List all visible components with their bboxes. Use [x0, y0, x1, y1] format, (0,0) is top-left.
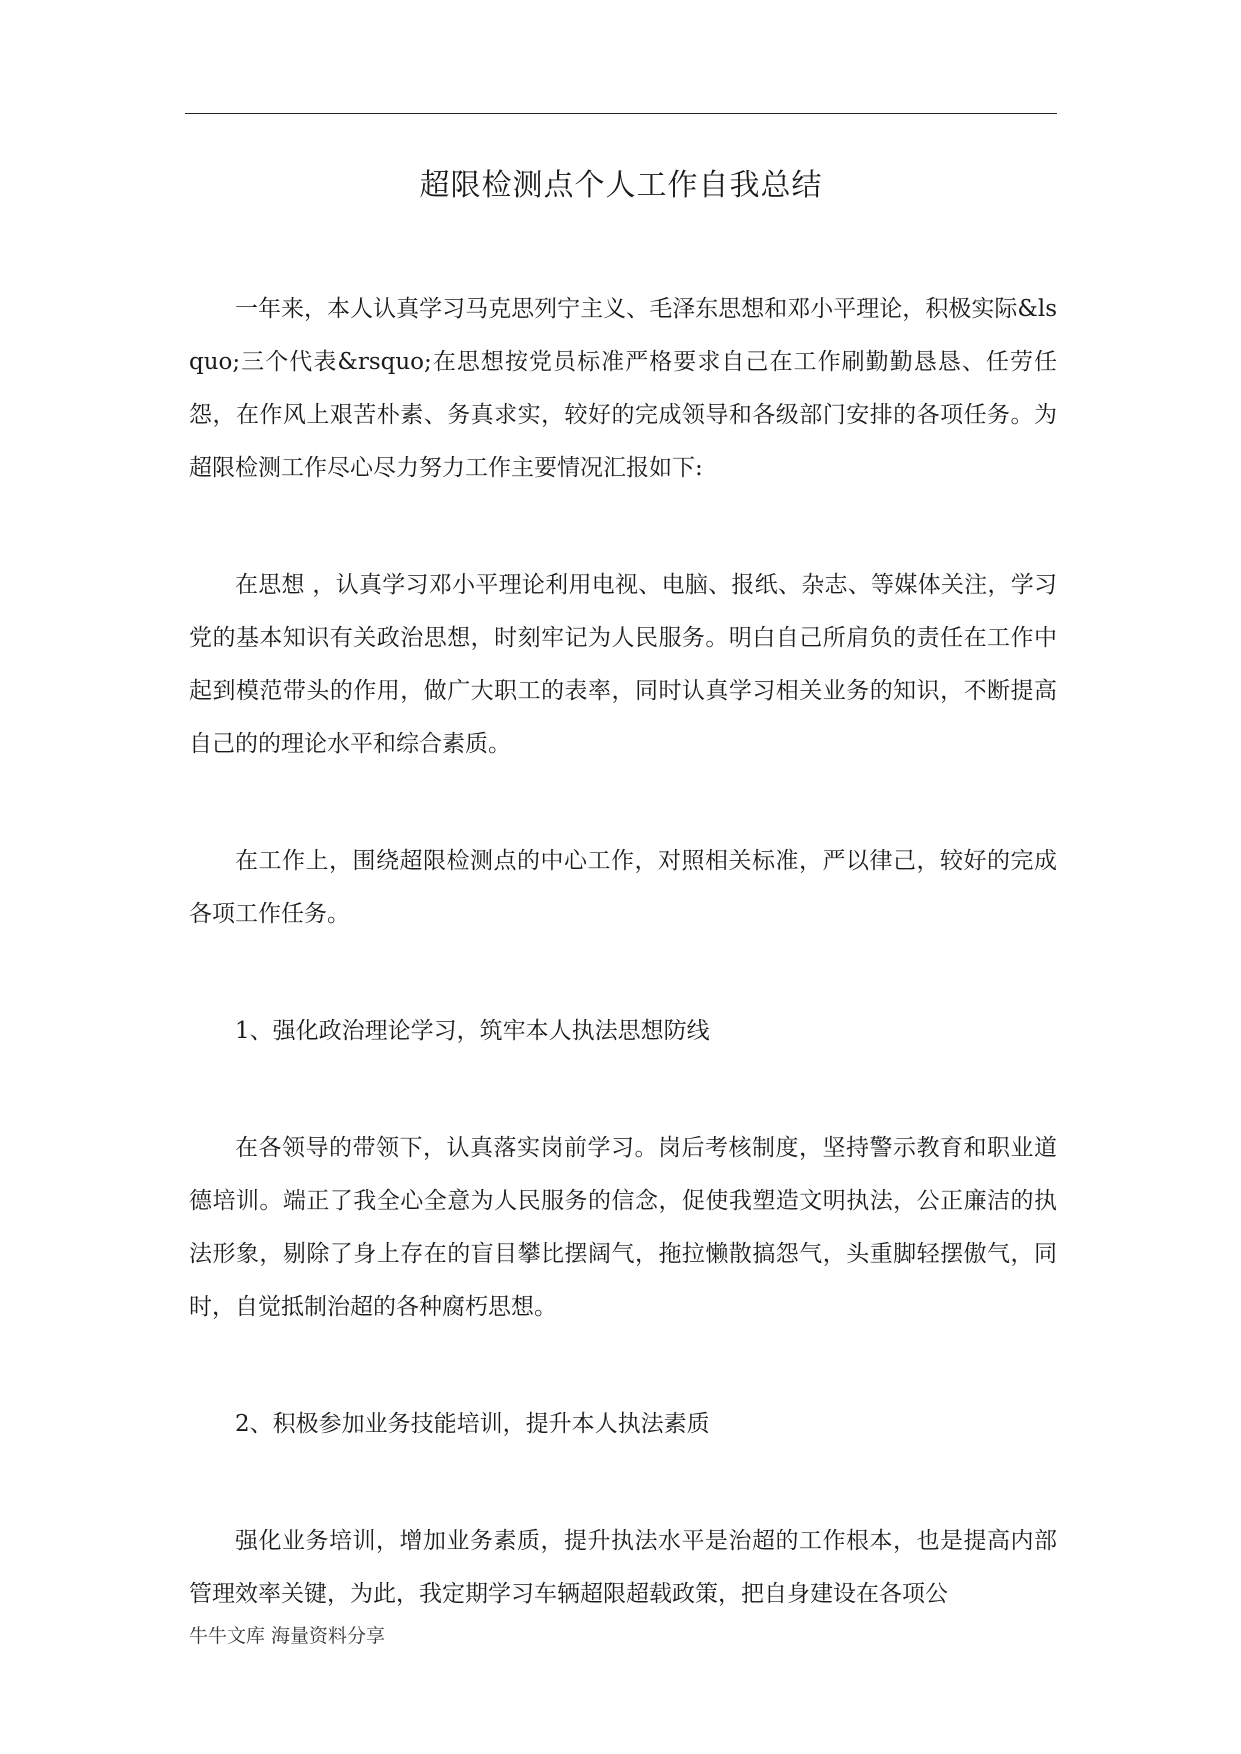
paragraph-work: 在工作上，围绕超限检测点的中心工作，对照相关标准，严以律己，较好的完成各项工作任务。: [189, 848, 1057, 927]
paragraph-intro: 一年来，本人认真学习马克思列宁主义、毛泽东思想和邓小平理论，积极实际&lsquo;三个代表&rsquo;在思想按党员标准严格要求自己在工作刷勤勤恳恳、任劳任怨，在作风上艰苦朴素、务真求实，较好的完成领导和各级部门安排的各项任务。为超限检测工作尽心尽力努力工作主要情况汇报如下:: [189, 296, 1057, 481]
footer-text: 牛牛文库 海量资料分享: [189, 1625, 386, 1647]
header-rule: [185, 113, 1057, 114]
document-body: [189, 283, 1057, 1621]
paragraph-section-2: 强化业务培训，增加业务素质，提升执法水平是治超的工作根本，也是提高内部管理效率关键，为此，我定期学习车辆超限超载政策，把自身建设在各项公: [189, 1528, 1057, 1607]
document-title: 超限检测点个人工作自我总结: [419, 168, 823, 203]
section-heading-2: 2、积极参加业务技能培训，提升本人执法素质: [235, 1411, 710, 1437]
paragraph-section-1: 在各领导的带领下，认真落实岗前学习。岗后考核制度，坚持警示教育和职业道德培训。端正了我全心全意为人民服务的信念，促使我塑造文明执法，公正廉洁的执法形象，剔除了身上存在的盲目攀比摆阔气，拖拉懒散搞怨气，头重脚轻摆傲气，同时，自觉抵制治超的各种腐朽思想。: [189, 1135, 1057, 1320]
section-heading-1: 1、强化政治理论学习，筑牢本人执法思想防线: [235, 1018, 710, 1044]
paragraph-thought: 在思想 ，认真学习邓小平理论利用电视、电脑、报纸、杂志、等媒体关注，学习党的基本知识有关政治思想，时刻牢记为人民服务。明白自己所肩负的责任在工作中起到模范带头的作用，做广大职工的表率，同时认真学习相关业务的知识，不断提高自己的的理论水平和综合素质。: [189, 572, 1057, 757]
